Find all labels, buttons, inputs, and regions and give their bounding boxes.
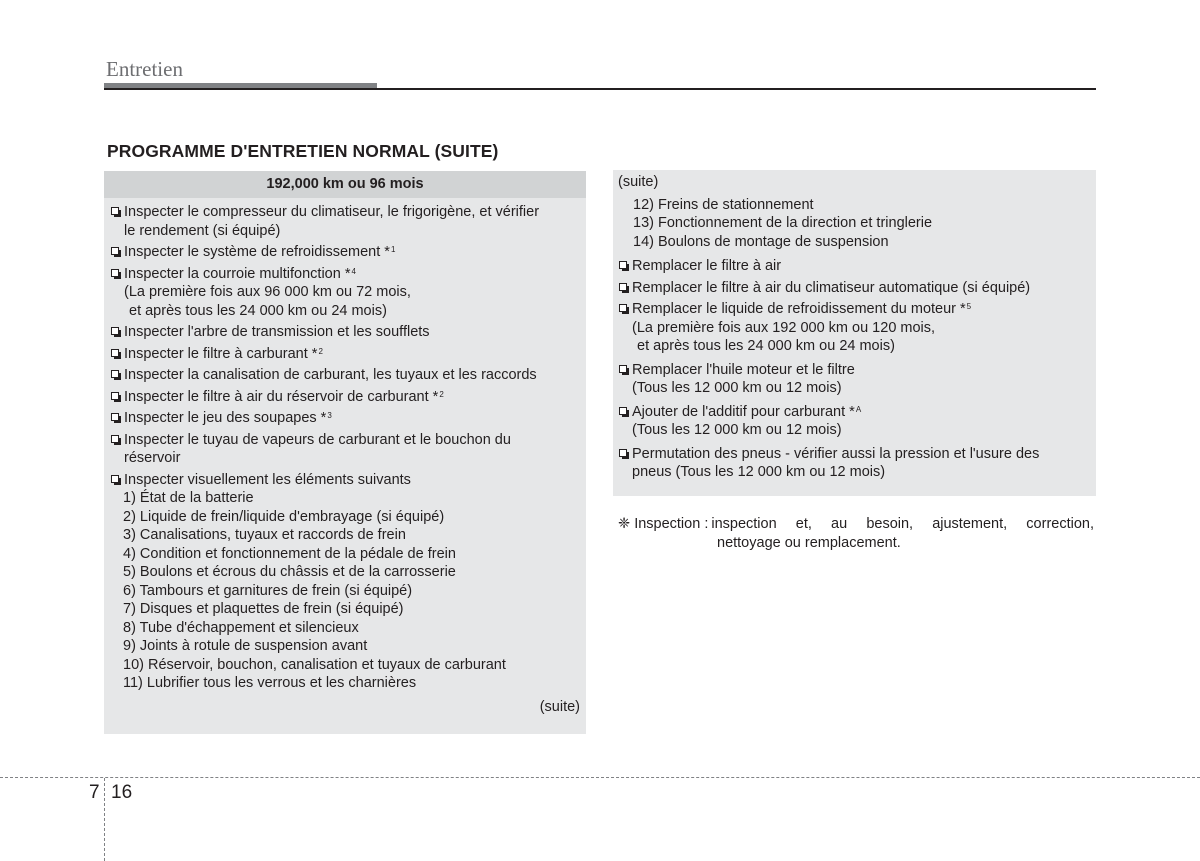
list-item: 13) Fonctionnement de la direction et tringlerie [633,215,933,231]
chapter-number: 7 [89,782,100,803]
footer-vertical-divider [104,778,105,861]
list-item: 7) Disques et plaquettes de frein (si équipé) [123,601,404,617]
list-item: 12) Freins de stationnement [633,196,814,213]
checklist-item: Inspecter la courroie multifonction *$^4$ (La première fois aux 96 000 km ou 72 mois, et après tous les 24 000 km ou 24 mois) [110,265,580,321]
checkbox-icon [619,449,627,457]
checkbox-icon [619,261,627,269]
inspection-sublist [110,489,580,693]
checklist-item: Inspecter l'arbre de transmission et les soufflets [110,323,580,342]
section-heading: PROGRAMME D'ENTRETIEN NORMAL (SUITE) [107,141,499,161]
checkbox-icon [111,207,119,215]
list-item: 2) Liquide de frein/liquide d'embrayage (si équipé) [123,508,445,525]
checklist-item: Permutation des pneus - vérifier aussi la pression et l'usure des pneus (Tous les 12 000 km ou 12 mois) [618,445,1092,482]
note-text-continued: nettoyage ou remplacement. [717,535,901,551]
page-number: 16 [111,782,133,803]
list-item: 5) Boulons et écrous du châssis et de la carrosserie [123,564,456,580]
checkbox-icon [111,413,119,421]
checklist-item: Inspecter visuellement les éléments suivants [110,471,580,490]
list-item: 1) État de la batterie [123,490,254,506]
header-rule-thin [104,88,1096,90]
checkbox-icon [619,304,627,312]
checkbox-icon [111,435,119,443]
checklist-item: Remplacer le filtre à air du climatiseur automatique (si équipé) [618,279,1092,298]
checklist-item: Inspecter le compresseur du climatiseur, le frigorigène, et vérifier le rendement (si équipé) [110,203,580,240]
checklist-item: Remplacer le liquide de refroidissement du moteur *$^5$ (La première fois aux 192 000 km ou 120 mois, et après tous les 24 000 km ou 24 mois) [618,300,1092,356]
checklist-item: Inspecter le filtre à air du réservoir de carburant *$^2$ [110,388,580,407]
list-item: 10) Réservoir, bouchon, canalisation et tuyaux de carburant [123,656,506,673]
checklist-item: Ajouter de l'additif pour carburant *$^A$ (Tous les 12 000 km ou 12 mois) [618,403,1092,440]
checkbox-icon [111,370,119,378]
note-label: ❈ Inspection : [618,516,709,532]
checkbox-icon [111,247,119,255]
checkbox-icon [111,392,119,400]
continued-label: (suite) [618,174,659,190]
checklist-item: Inspecter le jeu des soupapes *$^3$ [110,409,580,428]
inspection-sublist [618,196,1092,252]
interval-header: 192,000 km ou 96 mois [104,171,586,198]
list-item: 6) Tambours et garnitures de frein (si équipé) [123,582,413,599]
checkbox-icon [619,365,627,373]
list-item: 14) Boulons de montage de suspension [633,233,889,250]
list-item: 3) Canalisations, tuyaux et raccords de frein [123,527,406,543]
list-item: 11) Lubrifier tous les verrous et les charnières [123,675,417,691]
checkbox-icon [111,475,119,483]
checklist-item: Remplacer le filtre à air [618,257,1092,276]
checkbox-icon [111,349,119,357]
chapter-title: Entretien [106,57,183,81]
checklist-item: Inspecter le filtre à carburant *$^2$ [110,345,580,364]
checkbox-icon [111,327,119,335]
checkbox-icon [111,269,119,277]
note-text: inspection et, au besoin, ajustement, correction, [711,516,1094,532]
checkbox-icon [619,407,627,415]
inspection-note [618,515,1094,553]
maintenance-table-right [613,170,1096,496]
footer-divider [0,777,1200,778]
checklist-item: Inspecter le système de refroidissement *$^1$ [110,243,580,262]
asterisk-symbol-icon: ❈ [618,516,631,532]
list-item: 8) Tube d'échappement et silencieux [123,619,359,636]
maintenance-table-left [104,171,586,734]
checklist-item: Remplacer l'huile moteur et le filtre (Tous les 12 000 km ou 12 mois) [618,361,1092,398]
checklist-item: Inspecter le tuyau de vapeurs de carburant et le bouchon du réservoir [110,431,580,468]
list-item: 9) Joints à rotule de suspension avant [123,638,368,654]
checklist-item: Inspecter la canalisation de carburant, les tuyaux et les raccords [110,366,580,385]
list-item: 4) Condition et fonctionnement de la pédale de frein [123,545,456,562]
checkbox-icon [619,283,627,291]
continued-label: (suite) [539,698,580,715]
